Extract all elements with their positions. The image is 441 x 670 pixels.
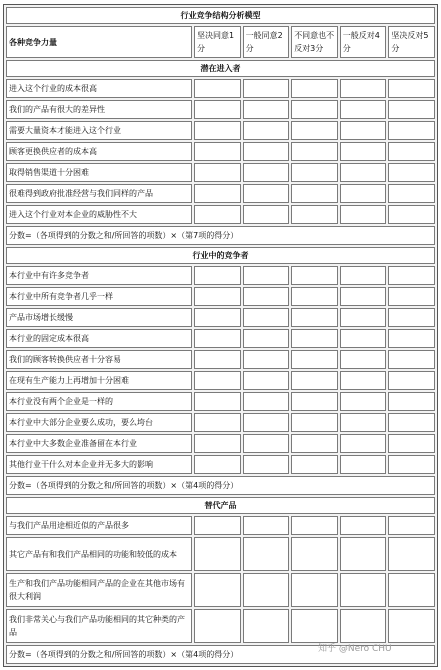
score-cell[interactable] [194,100,241,119]
scale-header-5: 坚决反对5分 [388,26,435,58]
table-row [6,184,435,203]
score-formula: 分数=（各项得到的分数之和/所回答的项数）×（第4项的得分） [6,645,435,664]
score-cell[interactable] [388,516,435,535]
table-row [6,205,435,224]
score-cell[interactable] [340,142,387,161]
score-cell[interactable] [194,79,241,98]
score-cell[interactable] [291,392,338,411]
factor-label: 本行业中大多数企业准备留在本行业 [6,434,192,453]
score-cell[interactable] [243,308,290,327]
score-cell[interactable] [340,205,387,224]
factor-label: 很难得到政府批准经营与我们同样的产品 [6,184,192,203]
score-cell[interactable] [291,573,338,607]
score-cell[interactable] [340,308,387,327]
score-cell[interactable] [243,371,290,390]
score-cell[interactable] [388,287,435,306]
score-cell[interactable] [243,350,290,369]
score-cell[interactable] [340,573,387,607]
scale-header-4: 一般反对4分 [340,26,387,58]
score-cell[interactable] [291,205,338,224]
table-row [6,434,435,453]
score-cell[interactable] [194,573,241,607]
table-row [6,392,435,411]
score-cell[interactable] [194,329,241,348]
score-cell[interactable] [388,142,435,161]
table-row [6,350,435,369]
score-cell[interactable] [194,413,241,432]
section-title: 潜在进入者 [6,60,435,77]
score-cell[interactable] [291,609,338,643]
section-title: 替代产品 [6,497,435,514]
score-cell[interactable] [388,609,435,643]
score-cell[interactable] [291,516,338,535]
score-cell[interactable] [194,121,241,140]
score-cell[interactable] [340,434,387,453]
score-cell[interactable] [388,100,435,119]
score-cell[interactable] [388,371,435,390]
score-cell[interactable] [388,392,435,411]
score-formula-row [6,476,435,495]
score-cell[interactable] [291,434,338,453]
score-cell[interactable] [291,350,338,369]
score-cell[interactable] [291,371,338,390]
score-cell[interactable] [388,205,435,224]
score-cell[interactable] [340,371,387,390]
score-cell[interactable] [243,163,290,182]
factor-label: 进入这个行业的成本很高 [6,79,192,98]
score-cell[interactable] [291,184,338,203]
table-row [6,329,435,348]
score-formula: 分数=（各项得到的分数之和/所回答的项数）×（第7项的得分） [6,226,435,245]
table-row [6,121,435,140]
score-cell[interactable] [243,79,290,98]
title-row [6,7,435,24]
score-cell[interactable] [243,121,290,140]
factor-label: 我们的产品有很大的差异性 [6,100,192,119]
score-cell[interactable] [194,308,241,327]
score-cell[interactable] [194,350,241,369]
score-cell[interactable] [291,100,338,119]
score-formula: 分数=（各项得到的分数之和/所回答的项数）×（第4项的得分） [6,476,435,495]
score-cell[interactable] [243,455,290,474]
section-row [6,60,435,77]
factor-label: 我们非常关心与我们产品功能相同的其它种类的产品 [6,609,192,643]
scale-header-2: 一般同意2分 [243,26,290,58]
score-cell[interactable] [340,163,387,182]
score-cell[interactable] [291,329,338,348]
score-cell[interactable] [291,308,338,327]
score-cell[interactable] [388,184,435,203]
score-cell[interactable] [194,516,241,535]
score-cell[interactable] [243,573,290,607]
score-cell[interactable] [340,537,387,571]
table-row [6,163,435,182]
table-row [6,142,435,161]
scale-header-1: 坚决同意1分 [194,26,241,58]
score-cell[interactable] [291,142,338,161]
score-cell[interactable] [194,434,241,453]
score-cell[interactable] [243,392,290,411]
table-row [6,516,435,535]
factor-label: 产品市场增长缓慢 [6,308,192,327]
watermark: 知乎 @Nero CHU [318,644,392,654]
score-cell[interactable] [243,266,290,285]
score-cell[interactable] [291,455,338,474]
score-cell[interactable] [340,184,387,203]
score-cell[interactable] [243,287,290,306]
score-cell[interactable] [194,455,241,474]
table-row [6,537,435,571]
score-cell[interactable] [340,609,387,643]
score-cell[interactable] [388,266,435,285]
score-cell[interactable] [194,287,241,306]
score-cell[interactable] [340,392,387,411]
score-cell[interactable] [243,434,290,453]
score-cell[interactable] [388,308,435,327]
factor-label: 其他行业干什么对本企业并无多大的影响 [6,455,192,474]
table-row [6,371,435,390]
score-cell[interactable] [243,516,290,535]
factor-label: 与我们产品用途相近似的产品很多 [6,516,192,535]
score-cell[interactable] [194,205,241,224]
factor-label: 本行业中所有竞争者几乎一样 [6,287,192,306]
score-cell[interactable] [243,184,290,203]
section-title: 行业中的竞争者 [6,247,435,264]
score-cell[interactable] [388,350,435,369]
score-cell[interactable] [194,142,241,161]
score-cell[interactable] [340,266,387,285]
header-row [6,26,435,58]
table-row [6,455,435,474]
table-row [6,287,435,306]
score-cell[interactable] [243,609,290,643]
score-cell[interactable] [243,142,290,161]
factor-label: 其它产品有和我们产品相同的功能和较低的成本 [6,537,192,571]
table-row [6,609,435,643]
table-row [6,308,435,327]
score-cell[interactable] [194,184,241,203]
score-cell[interactable] [291,163,338,182]
factor-label: 生产和我们产品功能相同产品的企业在其他市场有很大利润 [6,573,192,607]
factor-label: 本行业中大部分企业要么成功，要么垮台 [6,413,192,432]
factor-label: 在现有生产能力上再增加十分困难 [6,371,192,390]
table-row [6,79,435,98]
score-cell[interactable] [340,455,387,474]
score-cell[interactable] [388,79,435,98]
score-formula-row [6,226,435,245]
score-cell[interactable] [291,266,338,285]
scale-header-3: 不同意也不反对3分 [291,26,338,58]
score-cell[interactable] [388,455,435,474]
table-title: 行业竞争结构分析模型 [6,7,435,24]
score-cell[interactable] [340,350,387,369]
factor-label: 顾客更换供应者的成本高 [6,142,192,161]
analysis-table-frame [3,4,438,667]
score-cell[interactable] [243,329,290,348]
factor-label: 需要大量资本才能进入这个行业 [6,121,192,140]
score-cell[interactable] [340,329,387,348]
table-row [6,413,435,432]
factor-label: 进入这个行业对本企业的威胁性不大 [6,205,192,224]
score-cell[interactable] [194,392,241,411]
factor-label: 取得销售渠道十分困难 [6,163,192,182]
score-cell[interactable] [291,121,338,140]
score-cell[interactable] [194,371,241,390]
factor-label: 本行业中有许多竞争者 [6,266,192,285]
factor-label: 本行业没有两个企业是一样的 [6,392,192,411]
score-cell[interactable] [340,121,387,140]
factor-header: 各种竞争力量 [6,26,192,58]
score-cell[interactable] [388,434,435,453]
score-cell[interactable] [388,163,435,182]
score-cell[interactable] [340,79,387,98]
score-cell[interactable] [388,329,435,348]
score-cell[interactable] [388,121,435,140]
score-cell[interactable] [388,413,435,432]
section-row [6,247,435,264]
section-row [6,497,435,514]
score-cell[interactable] [291,413,338,432]
score-cell[interactable] [340,413,387,432]
score-cell[interactable] [243,205,290,224]
factor-label: 我们的顾客转换供应者十分容易 [6,350,192,369]
score-cell[interactable] [243,100,290,119]
table-row [6,100,435,119]
score-cell[interactable] [194,163,241,182]
score-cell[interactable] [194,266,241,285]
score-cell[interactable] [291,537,338,571]
score-cell[interactable] [388,573,435,607]
score-cell[interactable] [243,413,290,432]
industry-competition-table [4,5,437,666]
score-cell[interactable] [243,537,290,571]
factor-label: 本行业的固定成本很高 [6,329,192,348]
table-row [6,573,435,607]
score-cell[interactable] [291,79,338,98]
score-cell[interactable] [194,609,241,643]
score-cell[interactable] [388,537,435,571]
score-cell[interactable] [194,537,241,571]
table-row [6,266,435,285]
score-cell[interactable] [340,287,387,306]
score-cell[interactable] [291,287,338,306]
score-cell[interactable] [340,100,387,119]
score-cell[interactable] [340,516,387,535]
